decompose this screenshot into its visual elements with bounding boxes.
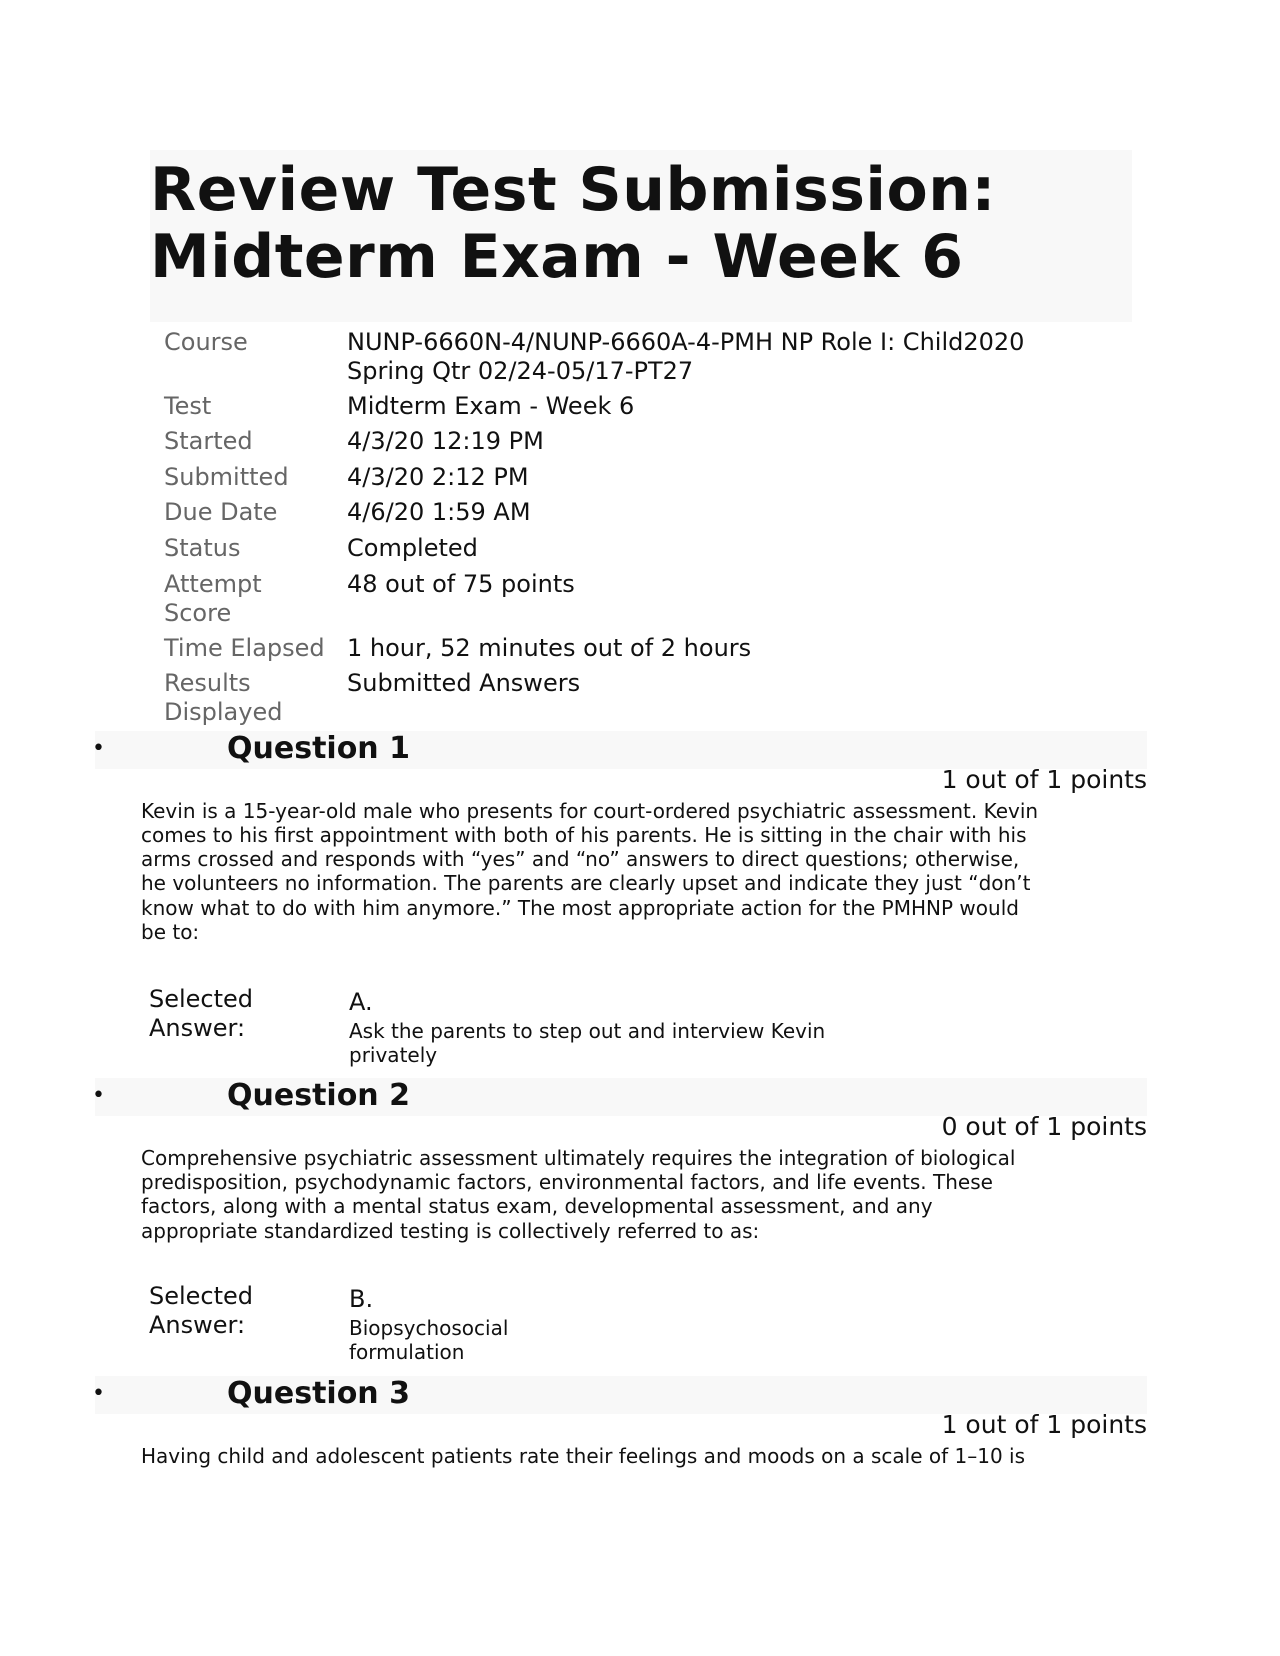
attempt-score-label-line-1: Attempt — [164, 570, 262, 598]
submitted-value: 4/3/20 2:12 PM — [347, 463, 529, 491]
selected-answer-text-line: privately — [349, 1043, 438, 1067]
time-elapsed-label: Time Elapsed — [164, 634, 325, 662]
results-displayed-label-line-1: Results — [164, 669, 251, 697]
status-label: Status — [164, 534, 241, 562]
course-label: Course — [164, 328, 248, 356]
question-2-points: 0 out of 1 points — [941, 1112, 1147, 1141]
page-title-line-2: Midterm Exam - Week 6 — [150, 222, 964, 292]
question-3-points: 1 out of 1 points — [941, 1410, 1147, 1439]
bullet-icon: • — [92, 1381, 105, 1406]
submitted-label: Submitted — [164, 463, 289, 491]
selected-answer-label-line-1: Selected — [149, 1282, 254, 1310]
question-text-line: appropriate standardized testing is collectively referred to as: — [141, 1219, 760, 1243]
test-value: Midterm Exam - Week 6 — [347, 392, 635, 420]
status-value: Completed — [347, 534, 478, 562]
course-value-line-2: Spring Qtr 02/24-05/17-PT27 — [347, 357, 694, 385]
selected-answer-letter: A. — [349, 988, 373, 1016]
question-text-line: predisposition, psychodynamic factors, environmental factors, and life events. These — [141, 1170, 993, 1194]
attempt-score-label-line-2: Score — [164, 599, 232, 627]
selected-answer-letter: B. — [349, 1285, 374, 1313]
test-label: Test — [164, 392, 212, 420]
selected-answer-text-line: Ask the parents to step out and interview Kevin — [349, 1019, 826, 1043]
question-text-line: arms crossed and responds with “yes” and “no” answers to direct questions; otherwise, — [141, 847, 1020, 871]
question-text-line: Comprehensive psychiatric assessment ultimately requires the integration of biological — [141, 1146, 1016, 1170]
started-label: Started — [164, 427, 253, 455]
question-2-title: Question 2 — [227, 1078, 410, 1113]
question-text-line: be to: — [141, 920, 200, 944]
bullet-icon: • — [92, 1083, 105, 1108]
selected-answer-label-line-2: Answer: — [149, 1014, 246, 1042]
selected-answer-label-line-1: Selected — [149, 985, 254, 1013]
question-text-line: he volunteers no information. The parents are clearly upset and indicate they just “don’t — [141, 871, 1031, 895]
selected-answer-text-line: Biopsychosocial — [349, 1316, 509, 1340]
selected-answer-text-line: formulation — [349, 1340, 465, 1364]
question-text-line: comes to his first appointment with both of his parents. He is sitting in the chair with his — [141, 823, 1027, 847]
time-elapsed-value: 1 hour, 52 minutes out of 2 hours — [347, 634, 752, 662]
course-value-line-1: NUNP-6660N-4/NUNP-6660A-4-PMH NP Role I: Child2020 — [347, 328, 1025, 356]
due-date-value: 4/6/20 1:59 AM — [347, 498, 531, 526]
question-text-line: know what to do with him anymore.” The most appropriate action for the PMHNP would — [141, 896, 1019, 920]
question-text-line: Having child and adolescent patients rate their feelings and moods on a scale of 1–10 is — [141, 1444, 1026, 1468]
started-value: 4/3/20 12:19 PM — [347, 427, 544, 455]
question-text-line: Kevin is a 15-year-old male who presents for court-ordered psychiatric assessment. Kevin — [141, 799, 1039, 823]
question-1-title: Question 1 — [227, 731, 410, 766]
bullet-icon: • — [92, 736, 105, 761]
results-displayed-label-line-2: Displayed — [164, 698, 283, 726]
question-text-line: factors, along with a mental status exam, developmental assessment, and any — [141, 1194, 933, 1218]
results-displayed-value: Submitted Answers — [347, 669, 581, 697]
question-3-title: Question 3 — [227, 1376, 410, 1411]
page-title-line-1: Review Test Submission: — [150, 155, 996, 225]
attempt-score-value: 48 out of 75 points — [347, 570, 575, 598]
question-1-points: 1 out of 1 points — [941, 765, 1147, 794]
selected-answer-label-line-2: Answer: — [149, 1311, 246, 1339]
due-date-label: Due Date — [164, 498, 278, 526]
